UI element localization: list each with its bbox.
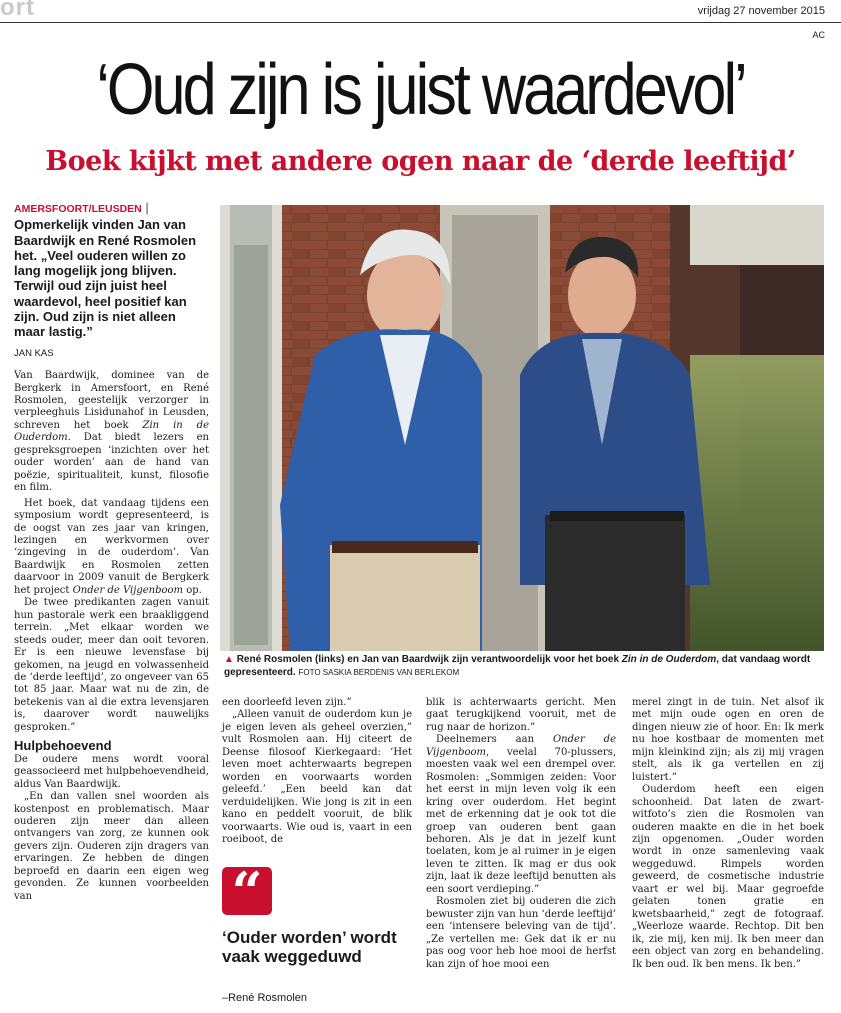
paragraph: blik is achterwaarts gericht. Men gaat terugkijkend vooruit, met de rug naar de horizon.” xyxy=(426,697,616,733)
subheadline: Boek kijkt met andere ogen naar de ‘derde leeftijd’ xyxy=(45,146,796,177)
article-column-2 xyxy=(222,697,412,846)
quote-mark-icon xyxy=(222,867,272,915)
paragraph: Het boek, dat vandaag tijdens een symposium wordt gepresenteerd, is de oogst van zes jaar van kringen, lezingen en werkvormen over ‘zingeving in de ouderdom’. Van Baardwijk en Rosmolen zetten daarvoor in 2009 vanuit de Bergkerk het project Onder de Vijgenboom op. xyxy=(14,497,209,596)
book-title: Zin in de Ouderdom xyxy=(14,419,209,444)
issue-date: vrijdag 27 november 2015 xyxy=(697,5,825,17)
project-title: Onder de Vijgenboom xyxy=(72,584,184,596)
article-column-1 xyxy=(14,200,209,903)
paragraph: De oudere mens wordt vooral geassocieerd met hulpbehoevendheid, aldus Van Baardwijk. xyxy=(14,753,209,790)
pull-quote-attribution: –René Rosmolen xyxy=(222,992,307,1004)
paragraph: Rosmolen ziet bij ouderen die zich bewuster zijn van hun ‘derde leeftijd’ een ‘intensere beleving van de tijd’. „Ze vertellen me: Gek dat ik er nu pas oog voor heb hoe mooi de herfst kan zijn of hoe mooi een xyxy=(426,896,616,970)
edition-code: AC xyxy=(812,30,825,40)
article-column-3 xyxy=(426,697,616,971)
author-byline: JAN KAS xyxy=(14,347,54,359)
paragraph: Deelnemers aan Onder de Vijgenboom, veelal 70-plussers, moesten vaak wel een drempel over. Rosmolen: „Sommigen zeiden: Voor het eerst in mijn leven volg ik een kring over ouderdom. Het begint met de erkenning dat je ook tot die groep van ouderen bent gaan behoren. Als je dat in jezelf kunt toelaten, kom je al ruimer in je eigen leven te zitten. Ik mag er dus ook zijn, laat ik deze leeftijd benutten als een soort verdieping.” xyxy=(426,734,616,895)
intro-block xyxy=(14,200,209,340)
headline: ‘Oud zijn is juist waardevol’ xyxy=(96,50,745,130)
dateline-separator: | xyxy=(145,200,149,215)
intro-text: Opmerkelijk vinden Jan van Baardwijk en René Rosmolen het. „Veel ouderen willen zo lang mogelijk jong blijven. Terwijl oud zijn juist heel waardevol, heel positief kan zijn. Oud zijn is niet alleen maar lastig.” xyxy=(14,217,197,340)
paragraph: een doorleefd leven zijn.” xyxy=(222,697,352,708)
section-label: ort xyxy=(0,0,35,21)
pull-quote: ‘Ouder worden’ wordt vaak weggeduwd xyxy=(222,928,397,966)
paragraph: Ouderdom heeft een eigen schoonheid. Dat laten de zwart-witfoto’s zien die Rosmolen van ouderen maakte en die in het boek zijn opgenomen. „Ouder worden wordt in onze samenleving vaak weggeduwd. Rimpels worden geweerd, de cosmetische industrie vaart er wel bij. Maar gegroefde gelaten tonen gratie en kwetsbaarheid,” zegt de fotograaf. „Weerloze waarde. Rechtop. Dit ben ik, zie mij, ken mij. Ik ben meer dan een object van zorg en behandeling. Ik ben oud. Ik ben mens. Ik ben.” xyxy=(632,784,824,970)
caption-triangle-icon: ▲ xyxy=(224,654,234,665)
paragraph: Van Baardwijk, dominee van de Bergkerk in Amersfoort, en René Rosmolen, geestelijk verzorger in verpleeghuis Lisidunahof in Leusden, schreven het boek Zin in de Ouderdom. Dat biedt lezers en gespreksgroepen ‘inzichten over het ouder worden’ aan de hand van poëzie, spiritualiteit, kunst, filosofie en film. xyxy=(14,370,209,494)
photo-credit: FOTO SASKIA BERDENIS VAN BERLEKOM xyxy=(298,667,460,677)
paragraph: De twee predikanten zagen vanuit hun pastorale werk een braakliggend terrein. „Met elkaar worden we steeds ouder, meer dan ooit tevoren. Er is een nieuwe levensfase bij gekomen, na jeugd en volwassenheid de ‘derde leeftijd’, zo ongeveer van 65 tot 85 jaar. Maar wat nu de zin, de betekenis van al die extra levensjaren is, daarover wordt nauwelijks gesproken.” xyxy=(14,597,209,733)
article-column-4 xyxy=(632,697,824,971)
article-photo xyxy=(220,205,824,651)
paragraph: „En dan vallen snel woorden als kostenpost en problematisch. Maar ouderen zijn meer dan alleen ontvangers van zorg, ze kunnen ook gevers zijn. Ouderen zijn dragers van ervaringen. Ze hebben de dingen beproefd en daarin een eigen weg gevonden. Ze kunnen voorbeelden van xyxy=(14,791,209,902)
section-subheading: Hulpbehoevend xyxy=(14,738,112,754)
caption-book-title: Zin in de Ouderdom xyxy=(621,654,717,665)
photo-caption: ▲ René Rosmolen (links) en Jan van Baardwijk zijn verantwoordelijk voor het boek Zin in de Ouderdom, dat vandaag wordt gepresenteerd. FOTO SASKIA BERDENIS VAN BERLEKOM xyxy=(224,654,811,678)
dateline: AMERSFOORT/LEUSDEN xyxy=(14,203,142,215)
project-title: Onder de Vijgenboom xyxy=(426,734,616,758)
masthead-divider xyxy=(0,22,841,23)
svg-text:“: “ xyxy=(231,867,263,915)
paragraph: „Alleen vanuit de ouderdom kun je je eigen leven als geheel overzien,” vult Rosmolen aan. Hij citeert de Deense filosoof Kierkegaard: ‘Het leven moet achterwaarts begrepen worden en voorwaarts worden geleefd.’ „Een beeld kan dat verduidelijken. Wie jong is zit in een kano en peddelt vooruit, de blik voorwaarts. Wie oud is, vaart in een roeiboot, de xyxy=(222,709,412,845)
paragraph: merel zingt in de tuin. Net alsof ik met mijn oude ogen en oren de dingen nieuw zie of hoor. En: Ik merk nu hoe kostbaar de momenten met mijn kleinkind zijn; als zij mij vragen stelt, als ik ga vertellen en zij luistert.” xyxy=(632,697,824,783)
photo-illustration xyxy=(220,205,824,651)
